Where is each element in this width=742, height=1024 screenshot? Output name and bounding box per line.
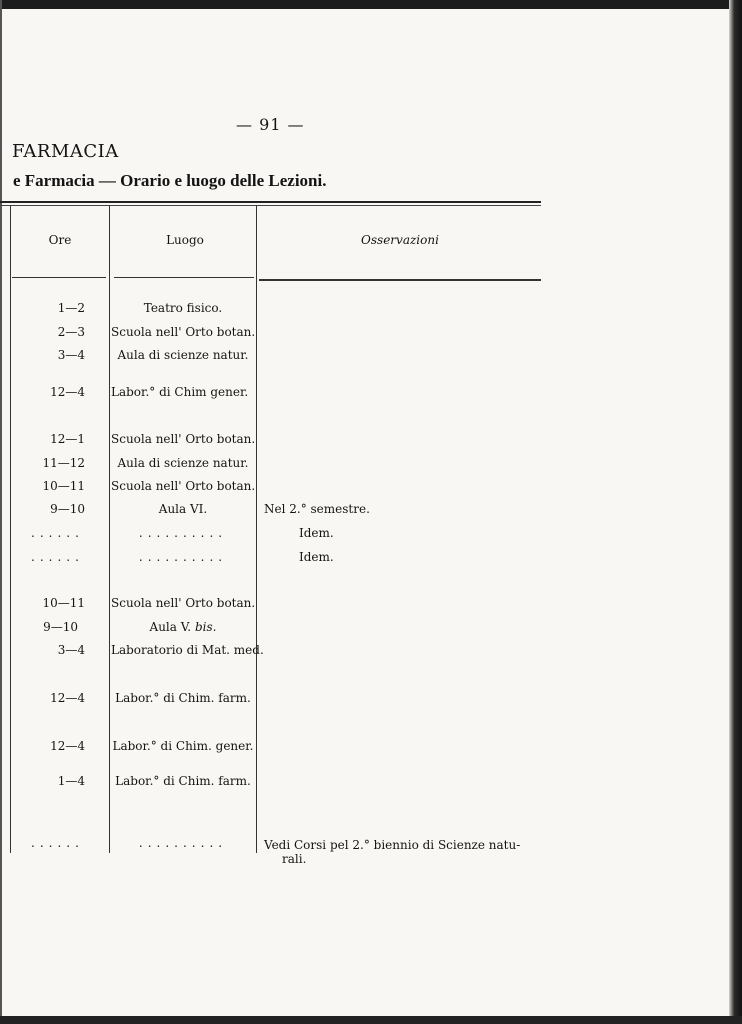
table-top-rule [0, 201, 541, 203]
page-bottom-edge [0, 1016, 742, 1024]
row-ore: ...... [31, 550, 84, 564]
final-note [264, 838, 544, 866]
row-luogo: Scuola nell' Orto botan. [111, 479, 256, 493]
row-ore: 1—2 [57, 301, 85, 315]
row-osservazioni: Idem. [299, 550, 334, 564]
row-luogo: .......... [138, 836, 228, 850]
row-luogo-with-bis [110, 620, 256, 634]
row-ore: 9—10 [43, 620, 78, 634]
row-ore: 10—11 [42, 479, 85, 493]
header-luogo: Luogo [166, 233, 204, 247]
row-ore: 3—4 [57, 348, 85, 362]
final-note-line1: Vedi Corsi pel 2.° biennio di Scienze natu- [264, 838, 521, 852]
row-luogo: Teatro fisico. [143, 301, 223, 315]
header-ore: Ore [48, 233, 72, 247]
page-right-edge [729, 0, 742, 1024]
row-luogo: Labor.° di Chim. farm. [115, 774, 251, 788]
row-luogo: Aula di scienze natur. [117, 348, 249, 362]
row-ore: 11—12 [42, 456, 85, 470]
row-ore: 12—1 [50, 432, 85, 446]
row-ore: 1—4 [57, 774, 85, 788]
row-osservazioni: Nel 2.° semestre. [264, 502, 370, 516]
row-luogo: Labor.° di Chim gener. [111, 385, 249, 399]
row-ore: ...... [31, 836, 84, 850]
row-luogo: Aula di scienze natur. [117, 456, 249, 470]
row-ore: 12—4 [50, 739, 85, 753]
row-luogo: Laboratorio di Mat. med. [111, 643, 264, 657]
row-luogo: Aula VI. [158, 502, 208, 516]
final-note-line2: rali. [282, 852, 307, 866]
table-top-rule-thin [0, 205, 541, 206]
row-luogo: Labor.° di Chim. gener. [112, 739, 254, 753]
row-ore: 12—4 [50, 385, 85, 399]
header-rule [12, 277, 106, 278]
section-heading: FARMACIA [12, 141, 119, 162]
header-rule [259, 279, 541, 281]
row-ore: 10—11 [42, 596, 85, 610]
row-ore: 3—4 [57, 643, 85, 657]
column-divider [256, 205, 257, 853]
row-ore: 2—3 [57, 325, 85, 339]
row-luogo: Labor.° di Chim. farm. [115, 691, 251, 705]
row-luogo: Aula V. [149, 620, 192, 634]
row-ore: 12—4 [50, 691, 85, 705]
header-rule [114, 277, 254, 278]
row-luogo: Scuola nell' Orto botan. [111, 432, 256, 446]
row-luogo: Scuola nell' Orto botan. [111, 596, 256, 610]
page-top-edge [0, 0, 742, 9]
row-ore: ...... [31, 526, 84, 540]
page-left-edge [0, 0, 2, 1024]
row-ore: 9—10 [50, 502, 85, 516]
header-osservazioni: Osservazioni [361, 233, 439, 247]
row-osservazioni: Idem. [299, 526, 334, 540]
row-luogo: .......... [138, 526, 228, 540]
row-luogo-suffix: bis. [194, 620, 217, 634]
row-luogo: .......... [138, 550, 228, 564]
page-title: e Farmacia — Orario e luogo delle Lezioni. [13, 171, 327, 190]
row-luogo: Scuola nell' Orto botan. [111, 325, 256, 339]
page-number: — 91 — [236, 115, 305, 134]
